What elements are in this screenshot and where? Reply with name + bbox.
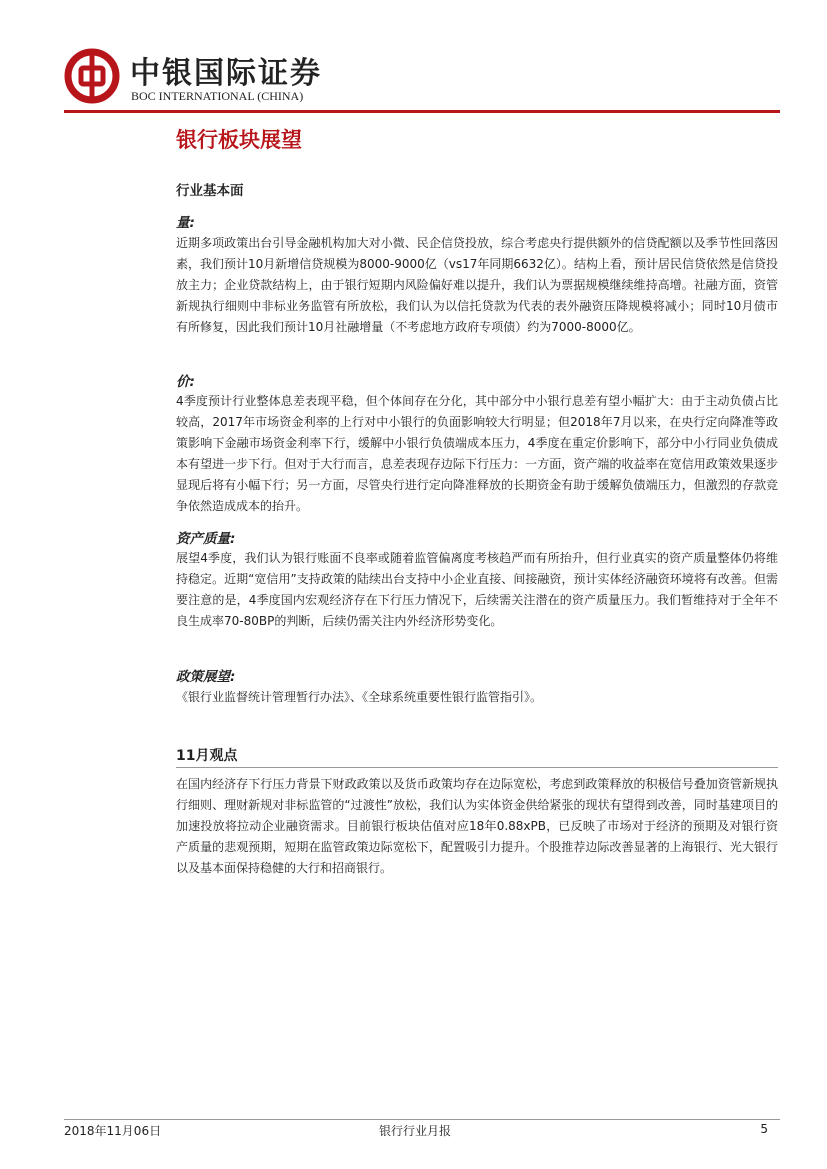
asset-quality-paragraph: 展望4季度，我们认为银行账面不良率或随着监管偏离度考核趋严而有所抬升，但行业真实的资产质量整体仍将维持稳定。近期“宽信用”支持政策的陆续出台支持中小企业直接、间接融资，预计实体经济融资环境将有改善。但需要注意的是，4季度国内宏观经济存在下行压力情况下，后续需关注潜在的资产质量压力。我们暂维持对于全年不良生成率70-80BP的判断，后续仍需关注内外经济形势变化。 (176, 551, 778, 628)
boc-logo-icon (64, 48, 120, 104)
footer-date: 2018年11月06日 (64, 1124, 162, 1138)
november-view-heading: 11月观点 (176, 748, 238, 764)
footer-page-number: 5 (760, 1122, 768, 1136)
november-view-divider (176, 767, 778, 768)
fundamentals-heading: 行业基本面 (176, 183, 244, 199)
brand-name-cn: 中银国际证券 (130, 56, 322, 91)
header-divider (64, 110, 780, 113)
footer-divider (64, 1119, 780, 1120)
footer-report-name: 银行行业月报 (378, 1124, 451, 1138)
price-paragraph: 4季度预计行业整体息差表现平稳，但个体间存在分化，其中部分中小银行息差有望小幅扩大：由于主动负债占比较高，2017年市场资金利率的上行对中小银行的负面影响较大行明显；但2018年7月以来，在央行定向降准等政策影响下金融市场资金利率下行，缓解中小银行负债端成本压力，4季度在重定价影响下，部分中小行同业负债成本有望进一步下行。但对于大行而言，息差表现存边际下行压力：一方面，资产端的收益率在宽信用政策效果逐步显现后将有小幅下行；另一方面，尽管央行进行定向降准释放的长期资金有助于缓解负债端压力，但激烈的存款竞争依然造成成本的抬升。 (176, 394, 778, 513)
volume-paragraph: 近期多项政策出台引导金融机构加大对小微、民企信贷投放，综合考虑央行提供额外的信贷配额以及季节性回落因素，我们预计10月新增信贷规模为8000-9000亿（vs17年同期6632亿）。结构上看，预计居民信贷依然是信贷投放主力；企业贷款结构上，由于银行短期内风险偏好难以提升，我们认为票据规模继续维持高增。社融方面，资管新规执行细则中非标业务监管有所放松，我们认为以信托贷款为代表的表外融资压降规模将减小；同时10月债市有所修复，因此我们预计10月社融增量（不考虑地方政府专项债）约为7000-8000亿。 (176, 236, 778, 334)
policy-paragraph: 《银行业监督统计管理暂行办法》、《全球系统重要性银行监管指引》。 (176, 690, 543, 704)
section-title: 银行板块展望 (176, 128, 302, 152)
november-view-paragraph: 在国内经济存下行压力背景下财政政策以及货币政策均存在边际宽松，考虑到政策释放的积极信号叠加资管新规执行细则、理财新规对非标监管的“过渡性”放松，我们认为实体资金供给紧张的现状有望得到改善，同时基建项目的加速投放将拉动企业融资需求。目前银行板块估值对应18年0.88xPB，已反映了市场对于经济的预期及对银行资产质量的悲观预期，短期在监管政策边际宽松下，配置吸引力提升。个股推荐边际改善显著的上海银行、光大银行以及基本面保持稳健的大行和招商银行。 (176, 777, 778, 875)
page-header (64, 44, 784, 114)
policy-heading: 政策展望: (176, 669, 236, 685)
price-heading: 价: (176, 374, 195, 390)
brand-name-en: BOC INTERNATIONAL (CHINA) (131, 89, 304, 103)
asset-quality-heading: 资产质量: (176, 531, 236, 547)
volume-heading: 量: (176, 215, 195, 231)
